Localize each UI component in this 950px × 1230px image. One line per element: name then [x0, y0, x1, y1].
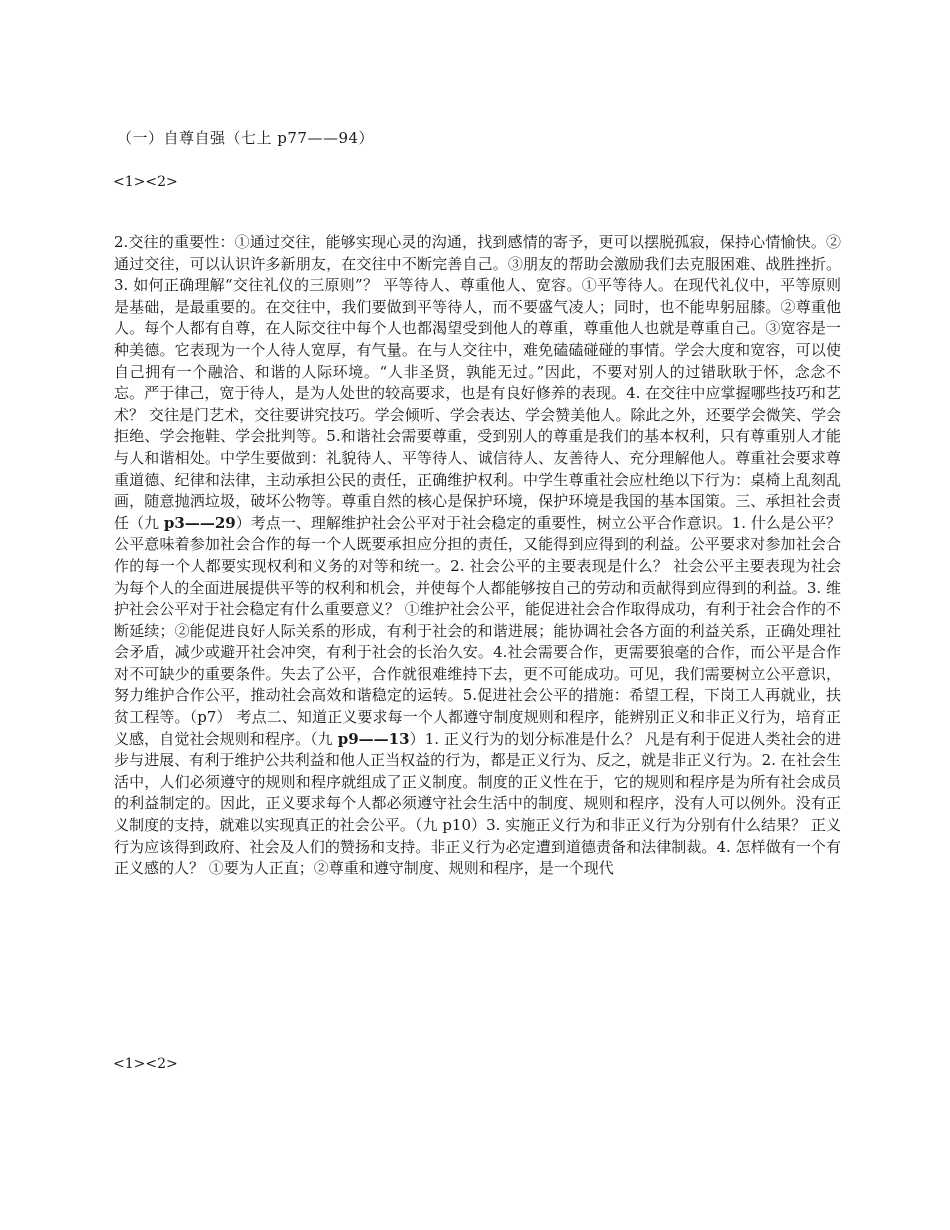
page-marker-top: <1><2> [113, 174, 178, 190]
body-text-segment-3: ）1. 正义行为的划分标准是什么？ 凡是有利于促进人类社会的进步与进展、有利于维护公共利益和他人正当权益的行为，都是正义行为、反之，就是非正义行为。2. 在社会生活中，人们必须遵守的规则和程序就组成了正义制度。制度的正义性在于，它的规则和程序是为所有社会成员的利益制定的。因此，正义要求每个人都必须遵守社会生活中的制度、规则和程序，没有人可以例外。没有正义制度的支持，就难以实现真正的社会公平。（九 p10）3. 实施正义行为和非正义行为分别有什么结果？ 正义行为应该得到政府、社会及人们的赞扬和支持。非正义行为必定遭到道德责备和法律制裁。4. 怎样做有一个有正义感的人？ ①要为人正直；②尊重和遵守制度、规则和程序，是一个现代 [114, 729, 841, 878]
bold-page-range-1: p3——29 [163, 513, 236, 532]
body-paragraph [114, 232, 841, 880]
page-marker-bottom: <1><2> [113, 1056, 178, 1072]
body-text-segment-1: 2.交往的重要性：①通过交往，能够实现心灵的沟通，找到感情的寄予，更可以摆脱孤寂，保持心情愉快。②通过交往，可以认识许多新朋友，在交往中不断完善自己。③朋友的帮助会激励我们去克服困难、战胜挫折。3. 如何正确理解“交往礼仪的三原则”？ 平等待人、尊重他人、宽容。①平等待人。在现代礼仪中，平等原则是基础，是最重要的。在交往中，我们要做到平等待人，而不要盛气凌人；同时，也不能卑躬屈膝。②尊重他人。每个人都有自尊，在人际交往中每个人也都渴望受到他人的尊重，尊重他人也就是尊重自己。③宽容是一种美德。它表现为一个人待人宽厚，有气量。在与人交往中，难免磕磕碰碰的事情。学会大度和宽容，可以使自己拥有一个融洽、和谐的人际环境。“人非圣贤，孰能无过。”因此，不要对别人的过错耿耿于怀，念念不忘。严于律己，宽于待人，是为人处世的较高要求，也是有良好修养的表现。4. 在交往中应掌握哪些技巧和艺术？ 交往是门艺术，交往要讲究技巧。学会倾听、学会表达、学会赞美他人。除此之外，还要学会微笑、学会拒绝、学会拖鞋、学会批判等。5.和谐社会需要尊重，受到别人的尊重是我们的基本权利，只有尊重别人才能与人和谐相处。中学生要做到：礼貌待人、平等待人、诚信待人、友善待人、充分理解他人。尊重社会要求尊重道德、纪律和法律，主动承担公民的责任，正确维护权利。中学生尊重社会应杜绝以下行为：桌椅上乱刻乱画，随意抛洒垃圾，破坏公物等。尊重自然的核心是保护环境，保护环境是我国的基本国策。三、承担社会责任（九 [114, 233, 841, 532]
body-text-segment-2: ）考点一、理解维护社会公平对于社会稳定的重要性，树立公平合作意识。1. 什么是公平？ 公平意味着参加社会合作的每一个人既要承担应分担的责任，又能得到应得到的利益。公平要求对参加社会合作的每一个人都要实现权利和义务的对等和统一。2. 社会公平的主要表现是什么？ 社会公平主要表现为社会为每个人的全面进展提供平等的权利和机会，并使每个人都能够按自己的劳动和贡献得到应得到的利益。3. 维护社会公平对于社会稳定有什么重要意义？ ①维护社会公平，能促进社会合作取得成功，有利于社会合作的不断延续；②能促进良好人际关系的形成，有利于社会的和谐进展；能协调社会各方面的利益关系，正确处理社会矛盾，减少或避开社会冲突，有利于社会的长治久安。4.社会需要合作，更需要狼毫的合作，而公平是合作对不可缺少的重要条件。失去了公平，合作就很难维持下去，更不可能成功。可见，我们需要树立公平意识，努力维护合作公平，推动社会高效和谐稳定的运转。5.促进社会公平的措施：希望工程，下岗工人再就业，扶贫工程等。（p7） 考点二、知道正义要求每一个人都遵守制度规则和程序，能辨别正义和非正义行为，培育正义感，自觉社会规则和程序。（九 [114, 513, 841, 748]
bold-page-range-2: p9——13 [337, 729, 410, 748]
section-heading: （一）自尊自强（七上 p77——94） [117, 129, 375, 147]
